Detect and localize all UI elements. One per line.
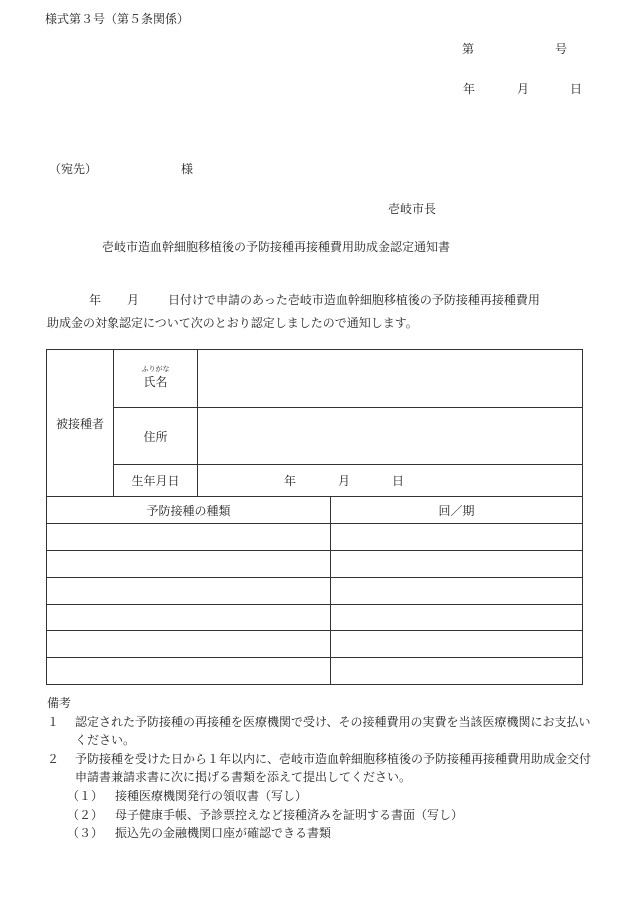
notes-heading: 備考 — [47, 696, 72, 710]
dose-header: 回／期 — [331, 497, 583, 524]
body-month-label: 月 — [127, 293, 140, 307]
note-subitem — [47, 824, 592, 843]
note-text: 予防接種を受けた日から１年以内に、壱岐市造血幹細胞移植後の予防接種再接種費用助成金交付申請書兼請求書に次に掲げる書類を添えて提出してください。 — [75, 751, 592, 785]
body-text-line1: 日付けで申請のあった壱岐市造血幹細胞移植後の予防接種再接種費用 — [168, 293, 540, 307]
subitem-text: 母子健康手帳、予診票控えなど接種済みを証明する書面（写し） — [115, 807, 464, 822]
note-item — [47, 713, 592, 750]
dob-day-label: 日 — [392, 473, 405, 488]
vaccine-type-cell[interactable] — [47, 605, 331, 631]
dob-month-label: 月 — [338, 473, 351, 488]
vaccine-type-cell[interactable] — [47, 524, 331, 551]
name-label-cell — [114, 350, 198, 408]
address-label: 住所 — [114, 408, 198, 465]
addressee-label: （宛先） — [49, 162, 98, 176]
vaccine-type-cell[interactable] — [47, 658, 331, 685]
doc-number-prefix: 第 — [462, 42, 475, 56]
note-text: 認定された予防接種の再接種を医療機関で受け、その接種費用の実費を当該医療機関にお支払いください。 — [75, 714, 591, 748]
dob-label: 生年月日 — [114, 465, 198, 497]
subitem-text: 接種医療機関発行の領収書（写し） — [115, 788, 308, 803]
document-title: 壱岐市造血幹細胞移植後の予防接種再接種費用助成金認定通知書 — [102, 240, 451, 254]
subitem-text: 振込先の金融機関口座が確認できる書類 — [115, 826, 332, 841]
dose-cell[interactable] — [331, 631, 583, 658]
recipient-label: 被接種者 — [47, 350, 114, 497]
dose-cell[interactable] — [331, 524, 583, 551]
dose-cell[interactable] — [331, 658, 583, 685]
vaccine-type-cell[interactable] — [47, 551, 331, 578]
addressee-honorific: 様 — [181, 162, 194, 176]
subitem-number: （２） — [67, 807, 104, 822]
note-number: １ — [47, 714, 60, 729]
issuer-name: 壱岐市長 — [388, 202, 437, 216]
body-year-label: 年 — [89, 293, 102, 307]
note-item — [47, 750, 592, 787]
name-value[interactable] — [198, 350, 583, 408]
vaccine-type-cell[interactable] — [47, 631, 331, 658]
dose-cell[interactable] — [331, 551, 583, 578]
notes-section — [47, 694, 592, 843]
name-ruby: ふりがな — [141, 365, 170, 373]
note-subitem — [47, 787, 592, 806]
doc-number-suffix: 号 — [555, 42, 568, 56]
subitem-number: （３） — [67, 826, 104, 841]
vaccine-type-header: 予防接種の種類 — [47, 497, 331, 524]
name-label: 氏名 — [143, 375, 168, 389]
date-day-label: 日 — [570, 82, 583, 96]
vaccine-type-cell[interactable] — [47, 578, 331, 605]
dob-value[interactable] — [198, 465, 583, 497]
note-subitem — [47, 806, 592, 825]
date-year-label: 年 — [463, 82, 476, 96]
form-number: 様式第３号（第５条関係） — [45, 12, 190, 26]
body-text-line2: 助成金の対象認定について次のとおり認定しましたので通知します。 — [47, 316, 418, 330]
note-number: ２ — [47, 751, 60, 766]
dose-cell[interactable] — [331, 605, 583, 631]
address-value[interactable] — [198, 408, 583, 465]
date-month-label: 月 — [517, 82, 530, 96]
dose-cell[interactable] — [331, 578, 583, 605]
dob-year-label: 年 — [284, 473, 297, 488]
subitem-number: （１） — [67, 788, 104, 803]
recipient-table — [46, 349, 583, 685]
